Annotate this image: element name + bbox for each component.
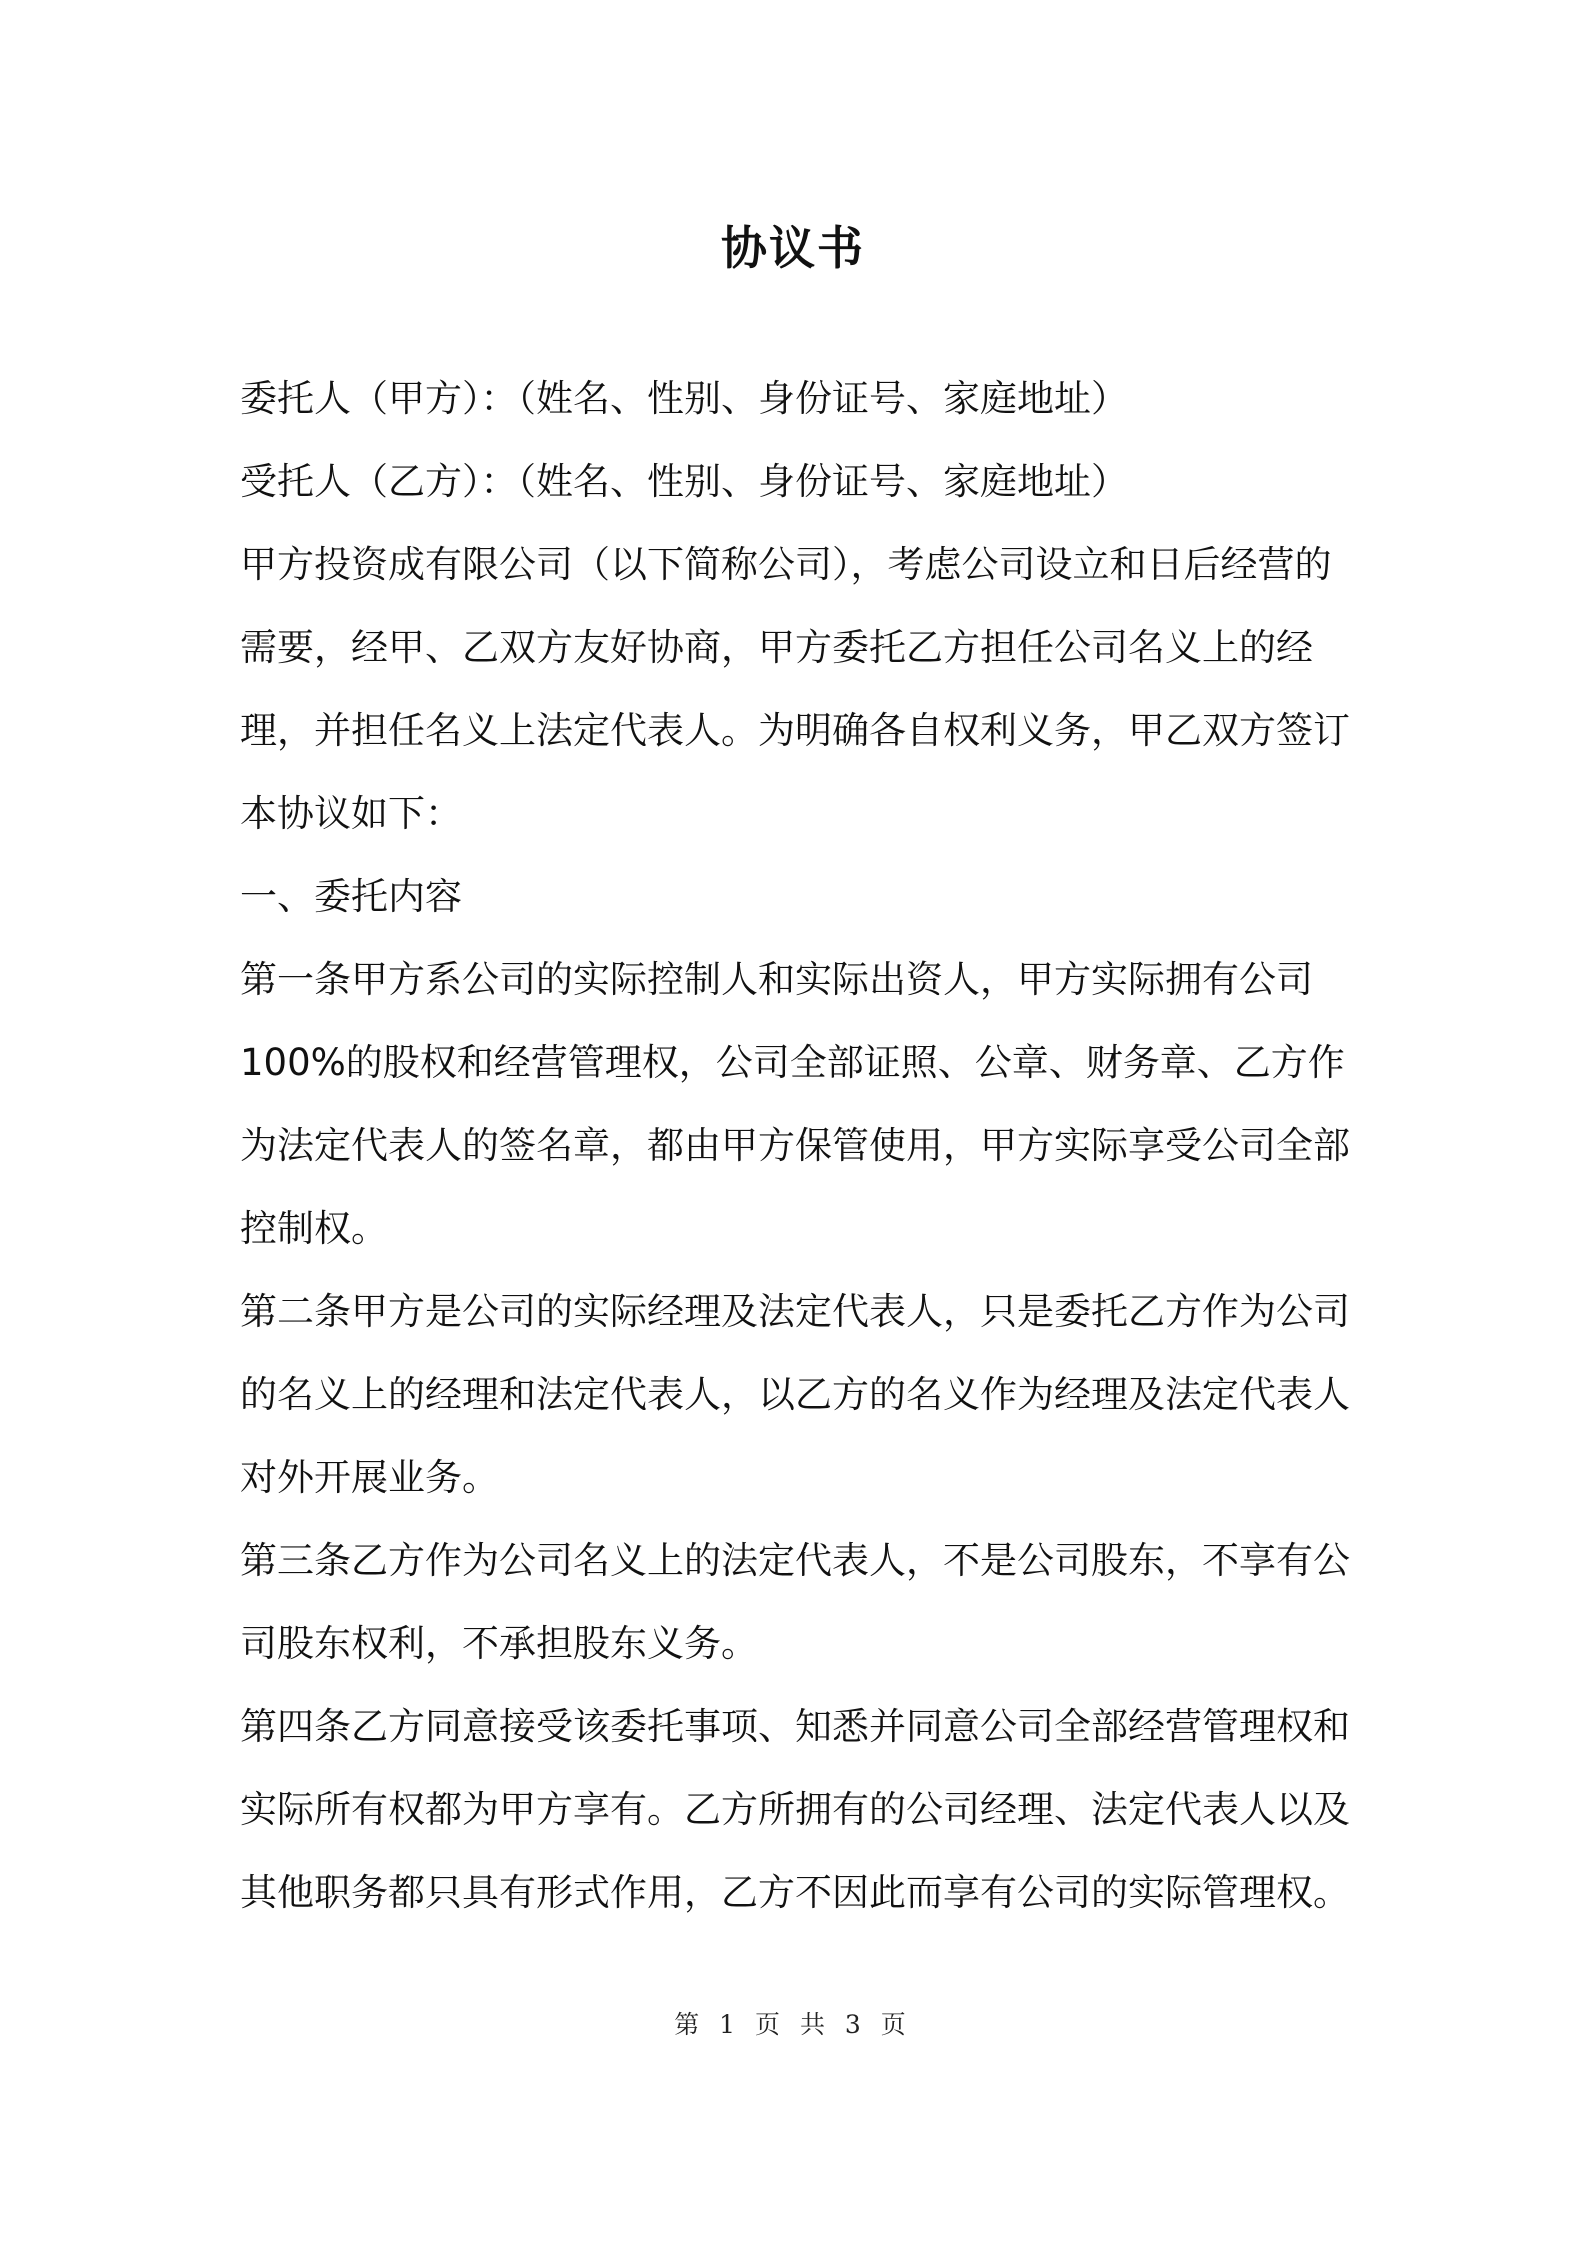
intro-paragraph: 甲方投资成有限公司（以下简称公司），考虑公司设立和日后经营的需要，经甲、乙双方友好协商，甲方委托乙方担任公司名义上的经理，并担任名义上法定代表人。为明确各自权利义务，甲乙双方签订本协议如下： xyxy=(240,543,1350,835)
article-4: 第四条乙方同意接受该委托事项、知悉并同意公司全部经营管理权和实际所有权都为甲方享有。乙方所拥有的公司经理、法定代表人以及其他职务都只具有形式作用，乙方不因此而享有公司的实际管理权。 xyxy=(240,1705,1350,1914)
document-body xyxy=(240,357,1360,1934)
article-3: 第三条乙方作为公司名义上的法定代表人，不是公司股东，不享有公司股东权利，不承担股东义务。 xyxy=(240,1539,1350,1665)
section-heading: 一、委托内容 xyxy=(240,875,462,918)
page-footer: 第 1 页 共 3 页 xyxy=(674,2010,912,2039)
party-a-line: 委托人（甲方）：（姓名、性别、身份证号、家庭地址） xyxy=(240,377,1128,420)
article-2: 第二条甲方是公司的实际经理及法定代表人，只是委托乙方作为公司的名义上的经理和法定代表人，以乙方的名义作为经理及法定代表人对外开展业务。 xyxy=(240,1290,1350,1499)
party-b-line: 受托人（乙方）：（姓名、性别、身份证号、家庭地址） xyxy=(240,460,1128,503)
document-title: 协议书 xyxy=(721,221,865,275)
article-1: 第一条甲方系公司的实际控制人和实际出资人，甲方实际拥有公司100%的股权和经营管理权，公司全部证照、公章、财务章、乙方作为法定代表人的签名章，都由甲方保管使用，甲方实际享受公司全部控制权。 xyxy=(240,958,1350,1250)
